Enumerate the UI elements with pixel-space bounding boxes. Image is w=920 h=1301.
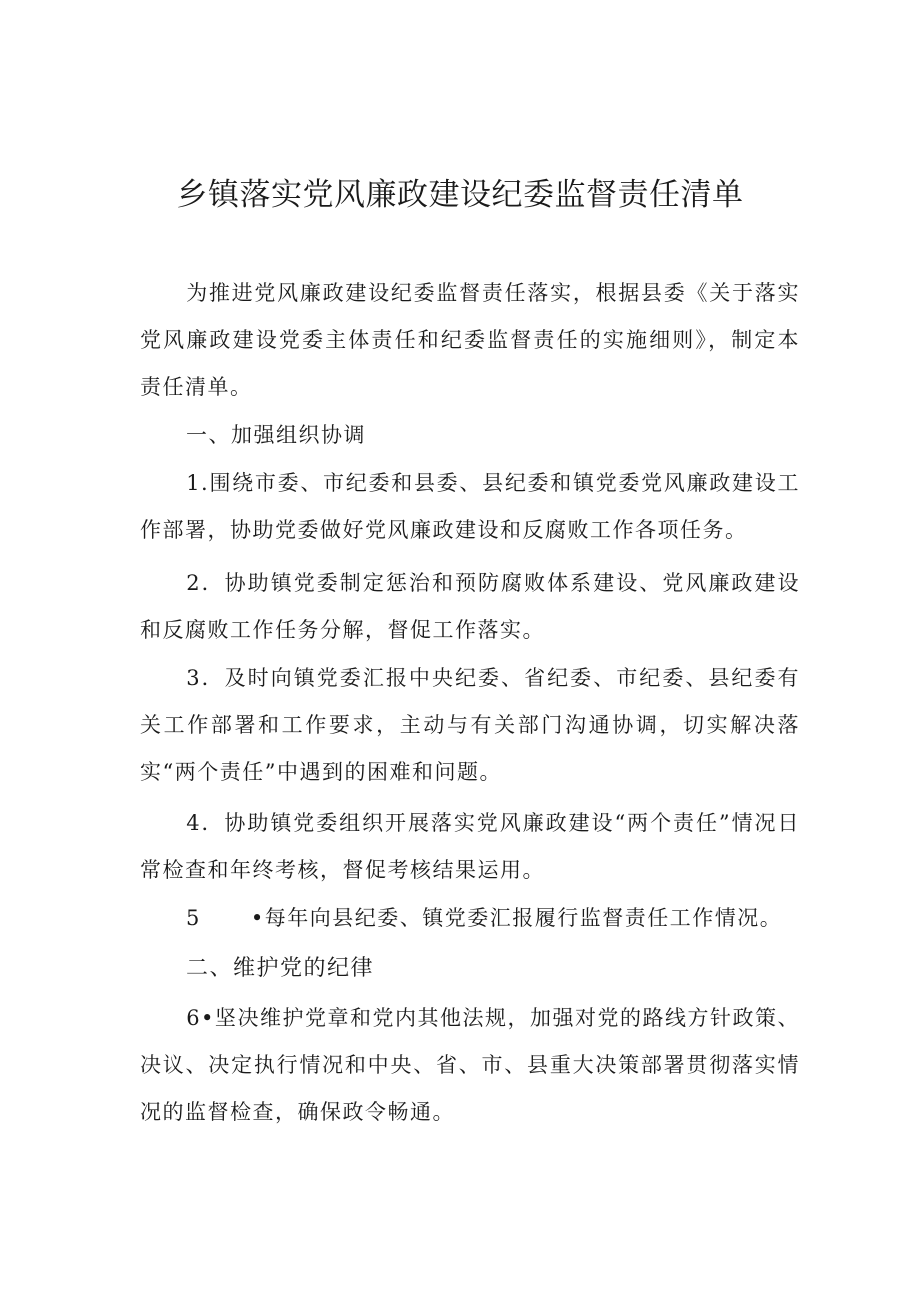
list-item-2: 2．协助镇党委制定惩治和预防腐败体系建设、党风廉政建设和反腐败工作任务分解，督促工作落实。 — [140, 571, 800, 642]
list-item-1: 1.围绕市委、市纪委和县委、县纪委和镇党委党风廉政建设工作部署，协助党委做好党风廉政建设和反腐败工作各项任务。 — [140, 471, 800, 542]
list-item-3: 3．及时向镇党委汇报中央纪委、省纪委、市纪委、县纪委有关工作部署和工作要求，主动与有关部门沟通协调，切实解决落实“两个责任”中遇到的困难和问题。 — [140, 666, 800, 784]
list-item-5-text: •每年向县纪委、镇党委汇报履行监督责任工作情况。 — [250, 906, 783, 930]
list-item-6: 6•坚决维护党章和党内其他法规，加强对党的路线方针政策、决议、决定执行情况和中央、省、市、县重大决策部署贯彻落实情况的监督检查，确保政令畅通。 — [140, 1006, 800, 1124]
section-heading-2: 二、维护党的纪律 — [186, 956, 375, 981]
section-heading-1: 一、加强组织协调 — [186, 423, 366, 447]
document-title: 乡镇落实党风廉政建设纪委监督责任清单 — [176, 177, 744, 213]
list-item-4: 4．协助镇党委组织开展落实党风廉政建设“两个责任”情况日常检查和年终考核，督促考核结果运用。 — [140, 811, 800, 882]
intro-paragraph: 为推进党风廉政建设纪委监督责任落实，根据县委《关于落实党风廉政建设党委主体责任和纪委监督责任的实施细则》，制定本责任清单。 — [140, 281, 800, 399]
list-item-5-number: 5 — [186, 906, 201, 930]
list-item-5 — [186, 895, 782, 942]
